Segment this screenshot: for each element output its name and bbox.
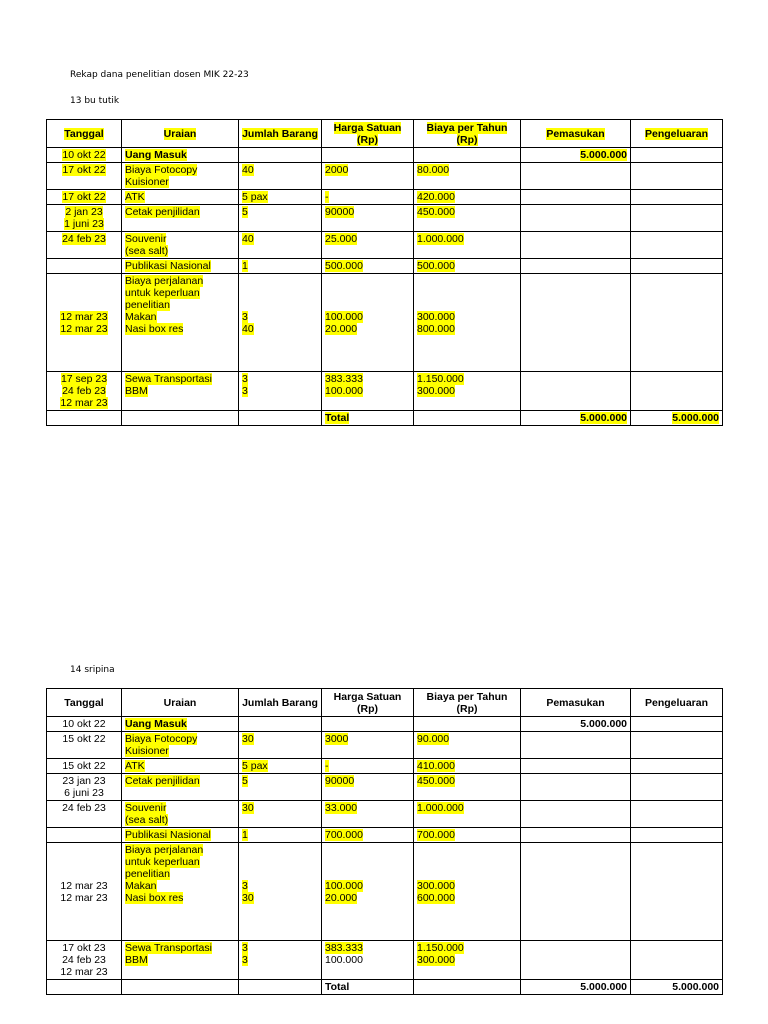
document-title: Rekap dana penelitian dosen MIK 22-23 [70, 70, 249, 80]
header-uraian: Uraian [122, 689, 239, 717]
total-row: Total 5.000.000 5.000.000 [47, 411, 723, 426]
table-row: Publikasi Nasional 1 500.000 500.000 [47, 259, 723, 274]
section-label-2: 14 sripina [70, 665, 115, 675]
rekap-table-2 [46, 688, 723, 995]
header-biaya: Biaya per Tahun (Rp) [414, 689, 521, 717]
table-row: 12 mar 23 12 mar 23 Biaya perjalanan untuk keperluan penelitian Makan Nasi box res 3 40 100.000 20.000 300.000 800.000 [47, 274, 723, 372]
header-jumlah: Jumlah Barang [239, 689, 322, 717]
header-biaya: Biaya per Tahun (Rp) [414, 120, 521, 148]
table-row: 12 mar 23 12 mar 23 Biaya perjalanan untuk keperluan penelitian Makan Nasi box res 3 30 100.000 20.000 300.000 600.000 [47, 843, 723, 941]
header-pengeluaran: Pengeluaran [631, 689, 723, 717]
section-label-1: 13 bu tutik [70, 96, 120, 106]
table-row: 10 okt 22 Uang Masuk 5.000.000 [47, 717, 723, 732]
table-row: 10 okt 22 Uang Masuk 5.000.000 [47, 148, 723, 163]
table-row: 23 jan 23 6 juni 23 Cetak penjilidan 5 90000 450.000 [47, 774, 723, 801]
table-header-row [47, 689, 723, 717]
table-row: 17 okt 23 24 feb 23 12 mar 23 Sewa Transportasi BBM 3 3 383.333 100.000 1.150.000 300.000 [47, 941, 723, 980]
table-row: 15 okt 22 ATK 5 pax - 410.000 [47, 759, 723, 774]
header-harga: Harga Satuan (Rp) [322, 689, 414, 717]
table-row: 17 okt 22 ATK 5 pax - 420.000 [47, 190, 723, 205]
header-tanggal: Tanggal [47, 120, 122, 148]
header-harga: Harga Satuan (Rp) [322, 120, 414, 148]
header-pengeluaran: Pengeluaran [631, 120, 723, 148]
table-row: 2 jan 23 1 juni 23 Cetak penjilidan 5 90000 450.000 [47, 205, 723, 232]
table-header-row [47, 120, 723, 148]
header-uraian: Uraian [122, 120, 239, 148]
total-row: Total 5.000.000 5.000.000 [47, 980, 723, 995]
rekap-table-1 [46, 119, 723, 426]
table-row: 24 feb 23 Souvenir (sea salt) 30 33.000 1.000.000 [47, 801, 723, 828]
table-row: 17 sep 23 24 feb 23 12 mar 23 Sewa Transportasi BBM 3 3 383.333 100.000 1.150.000 300.000 [47, 372, 723, 411]
table-row: 24 feb 23 Souvenir (sea salt) 40 25.000 1.000.000 [47, 232, 723, 259]
table-row: 15 okt 22 Biaya Fotocopy Kuisioner 30 3000 90.000 [47, 732, 723, 759]
header-tanggal: Tanggal [47, 689, 122, 717]
table-row: Publikasi Nasional 1 700.000 700.000 [47, 828, 723, 843]
header-jumlah: Jumlah Barang [239, 120, 322, 148]
header-pemasukan: Pemasukan [521, 120, 631, 148]
header-pemasukan: Pemasukan [521, 689, 631, 717]
table-row: 17 okt 22 Biaya Fotocopy Kuisioner 40 2000 80.000 [47, 163, 723, 190]
